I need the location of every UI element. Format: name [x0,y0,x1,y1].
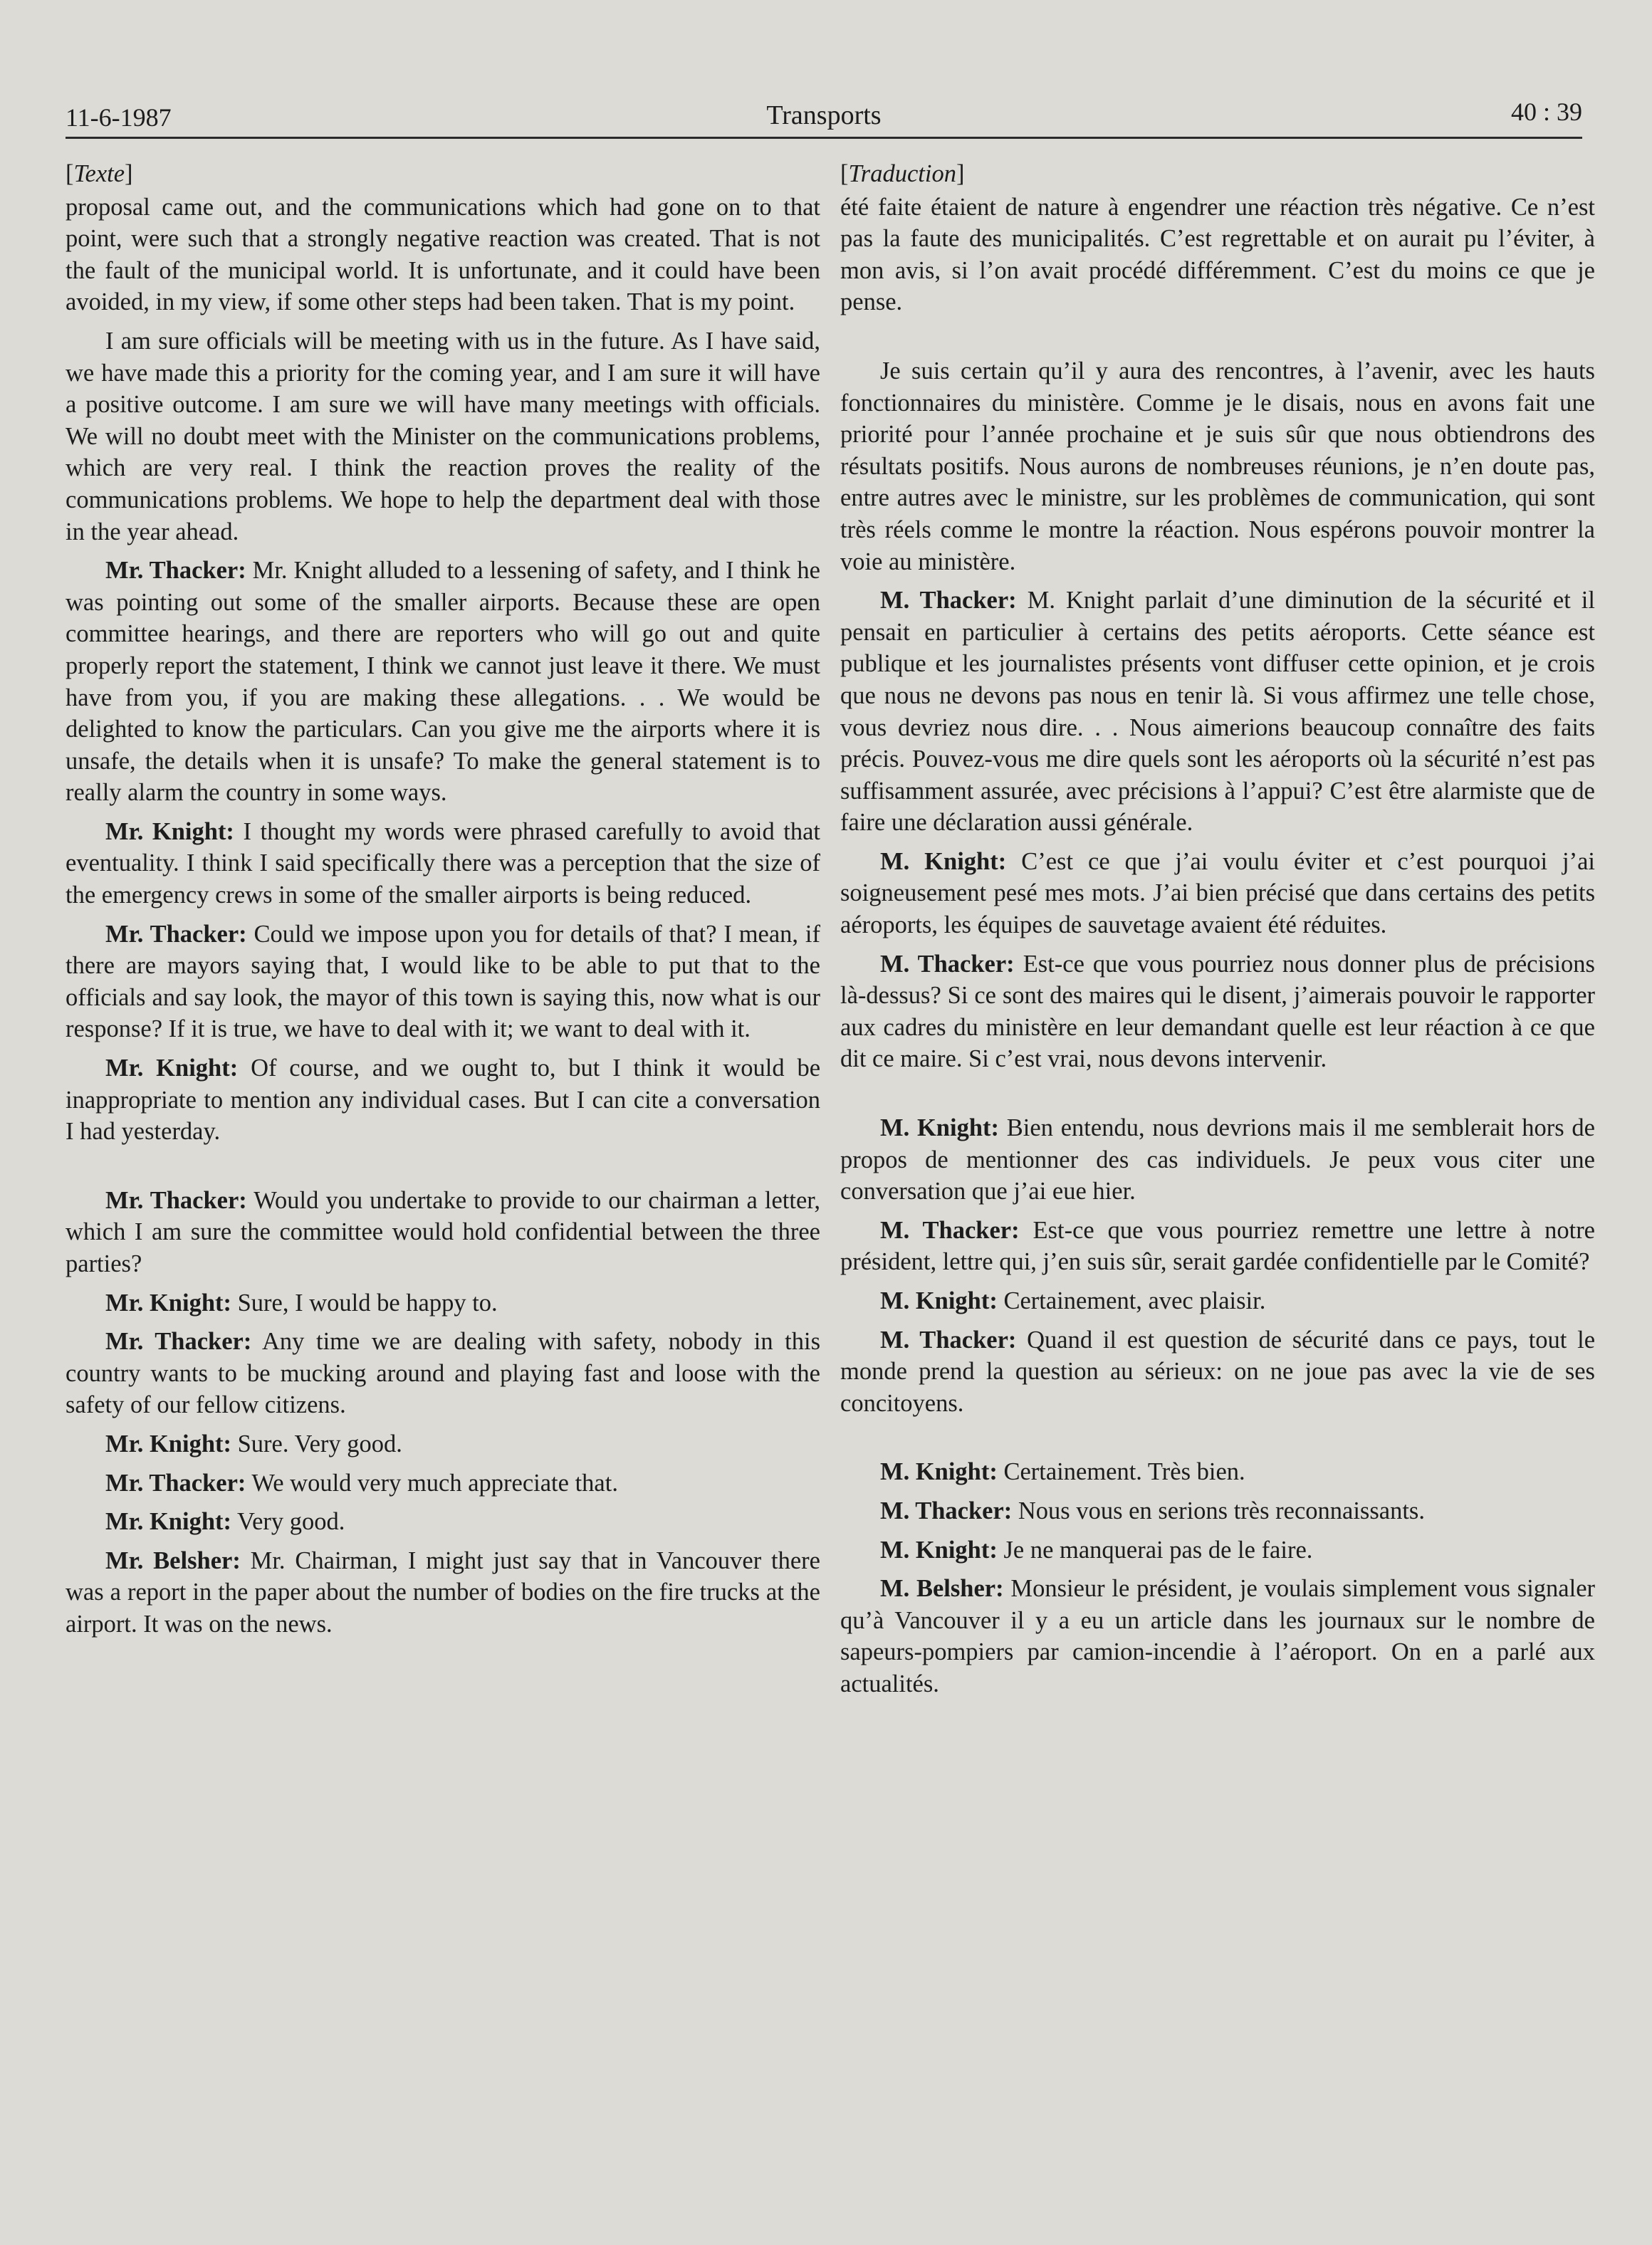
speaker-label: Mr. Belsher: [105,1547,241,1574]
paragraph [840,1495,1595,1527]
column-tag-label: Traduction [848,160,956,187]
speaker-label: M. Thacker: [880,1326,1017,1354]
speaker-label: M. Thacker: [880,1216,1020,1244]
paragraph-text: Nous vous en serions très reconnaissants. [1018,1497,1425,1524]
speaker-label: Mr. Thacker: [105,1469,246,1497]
paragraph [840,192,1595,318]
column-tag: [Traduction] [840,160,965,187]
paragraph-text: Certainement, avec plaisir. [1003,1287,1266,1314]
paragraph-text: Sure, I would be happy to. [237,1289,498,1317]
paragraph [66,1287,820,1319]
speaker-label: Mr. Knight: [105,817,234,845]
paragraph [66,1545,820,1640]
paragraph [66,325,820,548]
paragraph [66,1185,820,1280]
paragraph [840,585,1595,839]
speaker-label: M. Knight: [880,1458,998,1486]
paragraph-text: C’est ce que j’ai voulu éviter et c’est pourquoi j’ai soigneusement pesé mes mots. J’ai bien précisé que dans certains des petits aéroports, les équipes de sauvetage avaient été réduites. [840,847,1595,939]
paragraph [840,1324,1595,1420]
paragraph-text: Any time we are dealing with safety, nobody in this country wants to be mucking around and playing fast and loose with the safety of our fellow citizens. [66,1328,820,1419]
paragraph-text: Monsieur le président, je voulais simplement vous signaler qu’à Vancouver il y a eu un article dans les journaux sur le nombre de sapeurs-pompiers par camion-incendie à l’aéroport. On en a parlé aux actualités. [840,1575,1595,1697]
paragraph-text: Mr. Knight alluded to a lessening of safety, and I think he was pointing out some of the smaller airports. Because these are open committee hearings, and there are reporters who will go out and quite properly report the statement, I think we cannot just leave it there. We must have from you, if you are making these allegations. . . We would be delighted to know the particulars. Can you give me the airports where it is unsafe, the details when it is unsafe? To make the general statement is to really alarm the country in some ways. [66,557,820,807]
paragraph [840,355,1595,577]
speaker-label: Mr. Thacker: [105,557,246,585]
paragraph [66,1428,820,1460]
paragraph-text: proposal came out, and the communications which had gone on to that point, were such that a strongly negative reaction was created. That is not the fault of the municipal world. It is unfortunate, and it could have been avoided, in my view, if some other steps had been taken. That is my point. [66,193,820,316]
speaker-label: Mr. Knight: [105,1055,239,1082]
paragraph-text: Est-ce que vous pourriez remettre une lettre à notre président, lettre qui, j’en suis sûr, serait gardée confidentielle par le Comité? [840,1216,1595,1276]
paragraph-text: I thought my words were phrased carefully to avoid that eventuality. I think I said specifically there was a perception that the size of the emergency crews in some of the smaller airports is being reduced. [66,817,820,909]
french-column [840,158,1595,1707]
paragraph-text: Could we impose upon you for details of that? I mean, if there are mayors saying that, I would like to be able to put that to the officials and say look, the mayor of this town is saying this, now what is our response? If it is true, we have to deal with it; we want to deal with it. [66,920,820,1043]
paragraph [66,816,820,911]
paragraph [840,1534,1595,1566]
speaker-label: M. Knight: [880,1114,999,1142]
header-date: 11-6-1987 [66,103,172,132]
paragraph-text: Est-ce que vous pourriez nous donner plus de précisions là-dessus? Si ce sont des maires qui le disent, j’aimerais pouvoir le rapporter aux cadres du ministère en leur demandant quelle est leur réaction à ce que dit ce maire. Si c’est vrai, nous devons intervenir. [840,950,1595,1073]
paragraph-text: Mr. Chairman, I might just say that in Vancouver there was a report in the paper about the number of bodies on the fire trucks at the airport. It was on the news. [66,1547,820,1638]
paragraph [840,1215,1595,1278]
paragraph-text: été faite étaient de nature à engendrer une réaction très négative. Ce n’est pas la faute des municipalités. C’est regrettable et on aurait pu l’éviter, à mon avis, si l’on avait procédé différemment. C’est du moins ce que je pense. [840,193,1595,316]
paragraph-text: Je ne manquerai pas de le faire. [1003,1536,1313,1564]
speaker-label: Mr. Knight: [105,1289,231,1317]
page-header [66,94,1582,139]
paragraph-text: Bien entendu, nous devrions mais il me semblerait hors de propos de mentionner des cas individuels. Je peux vous citer une conversation que j’ai eue hier. [840,1114,1595,1205]
speaker-label: M. Knight: [880,847,1007,875]
paragraph-text: I am sure officials will be meeting with us in the future. As I have said, we have made this a priority for the coming year, and I am sure it will have a positive outcome. I am sure we will have many meetings with officials. We will no doubt meet with the Minister on the communications problems, which are very real. I think the reaction proves the reality of the communications problems. We hope to help the department deal with those in the year ahead. [66,327,820,545]
paragraph [66,1326,820,1421]
paragraph [840,1112,1595,1208]
speaker-label: Mr. Knight: [105,1430,231,1458]
column-tag: [Texte] [66,160,133,187]
paragraph-text: M. Knight parlait d’une diminution de la sécurité et il pensait en particulier à certains des petits aéroports. Cette séance est publique et les journalistes présents vont diffuser cette opinion, et je crois que nous ne devons pas nous en tenir là. Si vous affirmez une telle chose, vous devriez nous dire. . . Nous aimerions beaucoup connaître des faits précis. Pouvez-vous me dire quels sont les aéroports où la sécurité n’est pas suffisamment assurée, avec précisions à l’appui? C’est être alarmiste que de faire une déclaration aussi générale. [840,587,1595,837]
paragraph-text: Would you undertake to provide to our chairman a letter, which I am sure the committee would hold confidential between the three parties? [66,1186,820,1277]
speaker-label: Mr. Thacker: [105,1328,252,1356]
speaker-label: M. Thacker: [880,1497,1013,1524]
paragraph [66,919,820,1045]
header-title: Transports [766,100,882,130]
paragraph-text: Very good. [237,1508,345,1536]
speaker-label: M. Thacker: [880,587,1017,614]
speaker-label: M. Knight: [880,1536,998,1564]
header-page-number: 40 : 39 [1510,98,1582,126]
paragraph [840,1573,1595,1700]
paragraph [840,846,1595,941]
speaker-label: Mr. Thacker: [105,1186,247,1214]
paragraph-text: Of course, and we ought to, but I think it would be inappropriate to mention any individual cases. But I can cite a conversation I had yesterday. [66,1055,821,1146]
paragraph-text: We would very much appreciate that. [251,1469,618,1497]
paragraph [66,1052,820,1148]
paragraph [840,948,1595,1075]
paragraph-text: Sure. Very good. [237,1430,402,1458]
english-column [66,158,820,1648]
paragraph [840,1285,1595,1317]
speaker-label: M. Knight: [880,1287,998,1314]
speaker-label: Mr. Knight: [105,1508,231,1536]
paragraph [66,1506,820,1538]
paragraph [840,1456,1595,1488]
column-tag-label: Texte [73,160,125,187]
speaker-label: M. Thacker: [880,950,1015,978]
paragraph-text: Quand il est question de sécurité dans ce pays, tout le monde prend la question au sérieux: on ne joue pas avec la vie de ses concitoyens. [840,1326,1596,1417]
paragraph-text: Je suis certain qu’il y aura des rencontres, à l’avenir, avec les hauts fonctionnaires du ministère. Comme je le disais, nous en avons fait une priorité pour l’année prochaine et je suis sûr que nous obtiendrons des résultats positifs. Nous aurons de nombreuses réunions, je n’en doute pas, entre autres avec le ministre, sur les problèmes de communication, qui sont très réels comme le montre la réaction. Nous espérons pouvoir montrer la voie au ministère. [840,357,1595,575]
speaker-label: M. Belsher: [880,1575,1004,1603]
speaker-label: Mr. Thacker: [105,920,247,948]
paragraph [66,1467,820,1500]
paragraph [66,555,820,809]
paragraph-text: Certainement. Très bien. [1003,1458,1245,1486]
paragraph [66,192,820,318]
